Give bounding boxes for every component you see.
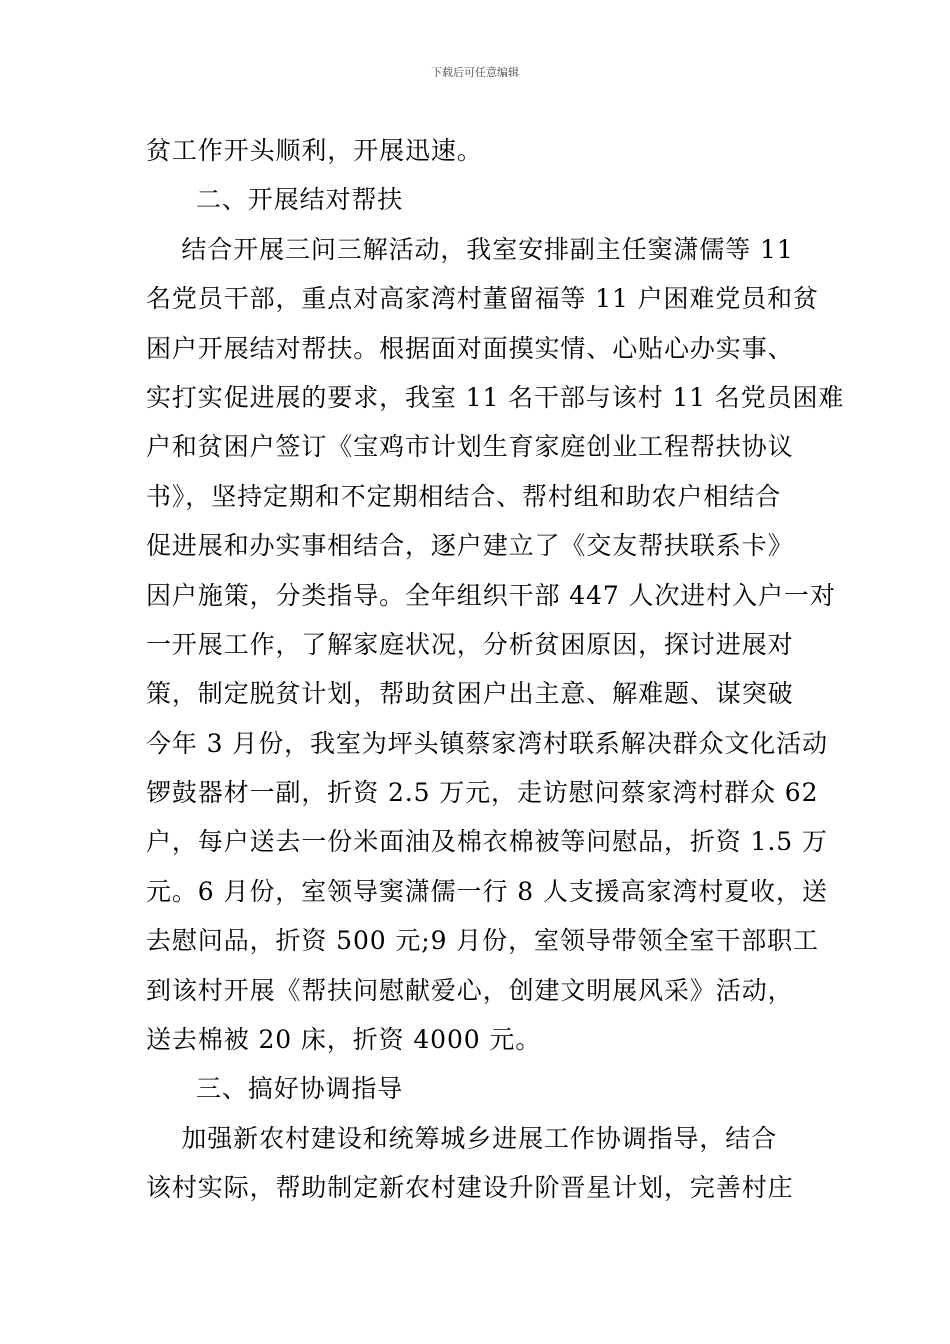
paragraph-line: 户和贫困户签订《宝鸡市计划生育家庭创业工程帮扶协议 xyxy=(146,432,794,462)
paragraph-line: 结合开展三问三解活动，我室安排副主任窦潇儒等 11 xyxy=(146,234,794,264)
paragraph-line: 今年 3 月份，我室为坪头镇蔡家湾村联系解决群众文化活动 xyxy=(146,728,829,758)
paragraph-line: 实打实促进展的要求，我室 11 名干部与该村 11 名党员困难 xyxy=(146,382,845,412)
paragraph-line: 促进展和办实事相结合，逐户建立了《交友帮扶联系卡》 xyxy=(146,531,794,561)
section-heading: 三、搞好协调指导 xyxy=(196,1074,404,1104)
paragraph-line: 贫工作开头顺利，开展迅速。 xyxy=(146,136,483,165)
paragraph-line: 锣鼓器材一副，折资 2.5 万元，走访慰问蔡家湾村群众 62 xyxy=(146,778,819,808)
paragraph-line: 户，每户送去一份米面油及棉衣棉被等问慰品，折资 1.5 万 xyxy=(146,827,828,857)
paragraph-line: 加强新农村建设和统筹城乡进展工作协调指导，结合 xyxy=(146,1123,778,1153)
document-body xyxy=(146,126,845,1213)
section-heading: 二、开展结对帮扶 xyxy=(196,185,404,215)
paragraph-line: 送去棉被 20 床，折资 4000 元。 xyxy=(146,1025,542,1055)
paragraph-line: 去慰问品，折资 500 元;9 月份，室领导带领全室干部职工 xyxy=(146,926,819,956)
paragraph-line: 该村实际，帮助制定新农村建设升阶晋星计划，完善村庄 xyxy=(146,1173,794,1203)
page-header-note: 下载后可任意编辑 xyxy=(431,66,519,79)
paragraph-line: 策，制定脱贫计划，帮助贫困户出主意、解难题、谋突破 xyxy=(146,679,794,709)
paragraph-line: 名党员干部，重点对高家湾村董留福等 11 户困难党员和贫 xyxy=(146,284,819,314)
paragraph-line: 元。6 月份，室领导窦潇儒一行 8 人支援高家湾村夏收，送 xyxy=(146,876,828,906)
paragraph-line: 因户施策，分类指导。全年组织干部 447 人次进村入户一对 xyxy=(146,580,836,610)
paragraph-line: 一开展工作，了解家庭状况，分析贫困原因，探讨进展对 xyxy=(146,629,794,659)
paragraph-line: 书》，坚持定期和不定期相结合、帮村组和助农户相结合 xyxy=(146,481,782,511)
paragraph-line: 到该村开展《帮扶问慰献爱心，创建文明展风采》活动， xyxy=(146,975,794,1005)
paragraph-line: 困户开展结对帮扶。根据面对面摸实情、心贴心办实事、 xyxy=(146,333,794,363)
